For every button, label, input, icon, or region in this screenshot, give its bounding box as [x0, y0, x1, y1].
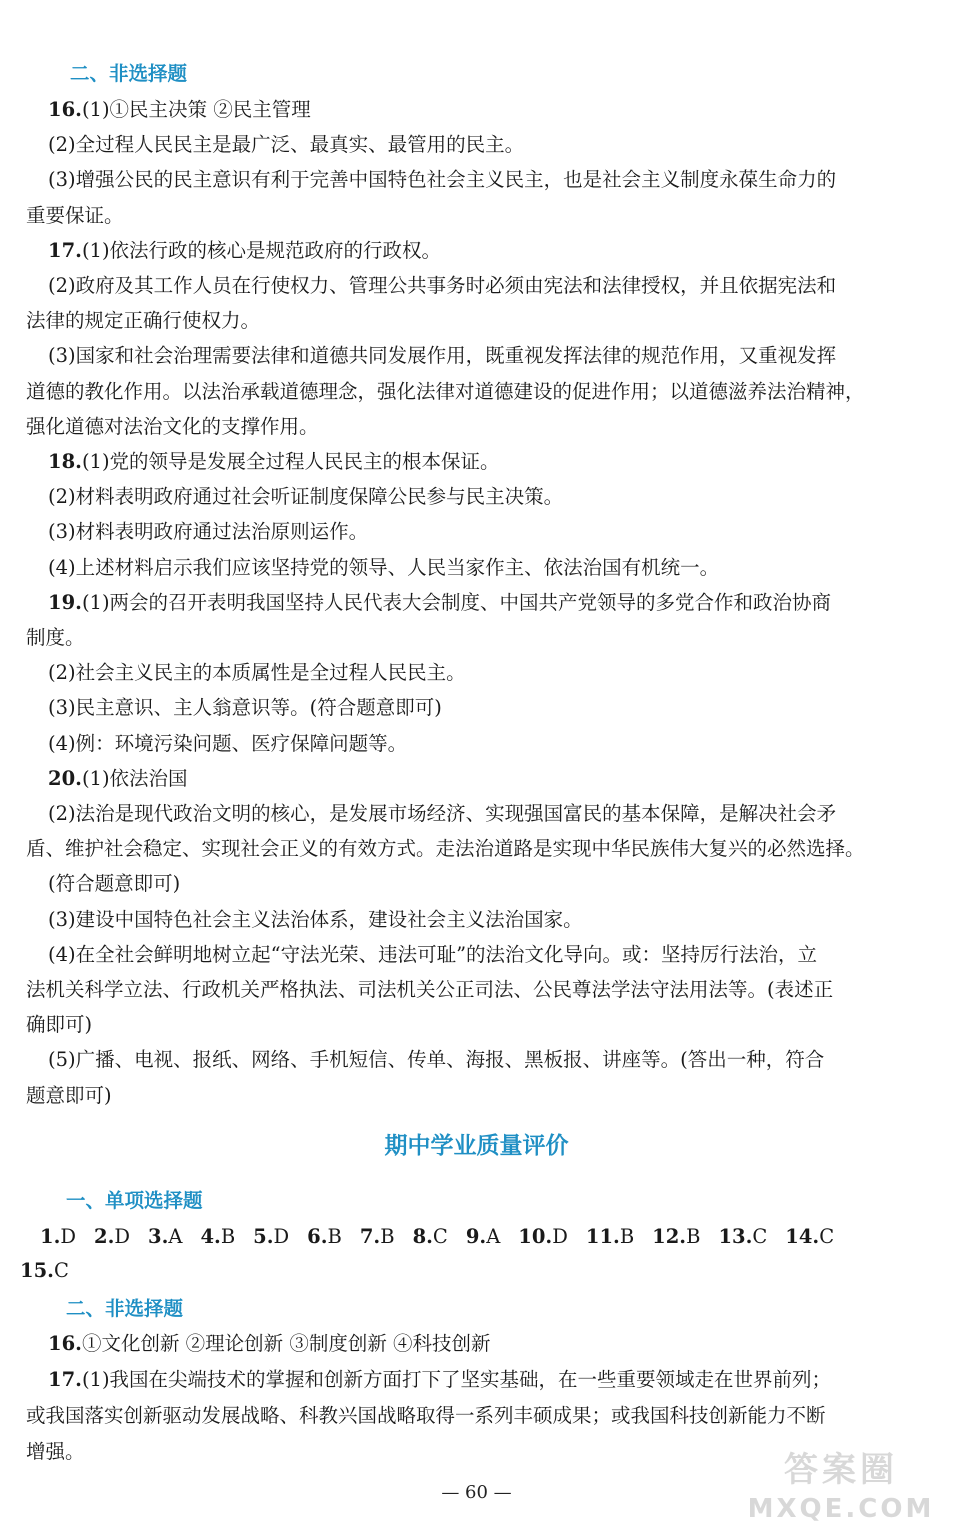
section-heading-non-choice: 二、非选择题: [70, 62, 188, 85]
choice-letter: B: [220, 1225, 236, 1248]
answer-text: 道德的教化作用。以法治承载道德理念，强化法律对道德建设的促进作用；以道德滋养法治精神，: [26, 379, 865, 403]
section-heading-single-choice: 一、单项选择题: [66, 1189, 203, 1212]
text-line: [48, 93, 953, 127]
text-line: [48, 727, 953, 761]
text-line: [48, 762, 953, 796]
text-line: [48, 551, 953, 585]
text-line: [48, 656, 953, 690]
text-line: [48, 128, 953, 162]
choice-answer: [518, 1220, 568, 1254]
question-number: 18.: [48, 450, 82, 473]
choice-answer: [413, 1220, 448, 1254]
text-line: [26, 621, 953, 655]
page-title: 期中学业质量评价: [384, 1133, 569, 1159]
choice-number: 15.: [20, 1259, 54, 1282]
choice-answer: [20, 1254, 69, 1288]
choice-number: 11.: [585, 1225, 620, 1248]
answer-text: (1)我国在尖端技术的掌握和创新方面打下了坚实基础，在一些重要领域走在世界前列；: [81, 1368, 832, 1391]
choice-answer: [586, 1220, 634, 1254]
choice-number: 13.: [718, 1225, 753, 1248]
choice-number: 8.: [412, 1225, 433, 1248]
choice-letter: D: [60, 1225, 76, 1248]
answer-text: 增强。: [26, 1440, 85, 1463]
question-number: 17.: [48, 1368, 82, 1391]
choice-number: 1.: [40, 1225, 61, 1248]
answer-text: 强化道德对法治文化的支撑作用。: [26, 414, 319, 438]
answer-text: (4)例：环境污染问题、医疗保障问题等。: [48, 731, 408, 755]
text-line: [48, 445, 953, 479]
choice-answer: [253, 1220, 289, 1254]
text-line: [48, 867, 953, 901]
text-line: [48, 1327, 953, 1361]
watermark-line1: 答案圈: [784, 1450, 898, 1490]
answer-text: (3)民主意识、主人翁意识等。(符合题意即可): [48, 696, 442, 720]
text-line: [48, 234, 953, 268]
choice-answer: [307, 1220, 342, 1254]
choice-letter: C: [752, 1225, 768, 1248]
text-line: [48, 163, 953, 197]
text-line: [48, 903, 953, 937]
text-line: [48, 797, 953, 831]
text-line: [48, 586, 953, 620]
text-line: [26, 375, 953, 409]
choice-number: 5.: [253, 1225, 274, 1248]
answer-text: (3)增强公民的民主意识有利于完善中国特色社会主义民主，也是社会主义制度永葆生命力的: [48, 168, 837, 192]
question-number: 16.: [48, 1332, 82, 1355]
text-line: [26, 199, 953, 233]
text-line: [26, 410, 953, 444]
watermark-line2: MXQE.COM: [747, 1494, 935, 1524]
choice-letter: D: [552, 1225, 568, 1248]
choice-number: 3.: [148, 1225, 169, 1248]
choice-letter: B: [380, 1225, 395, 1248]
answer-text: (2)法治是现代政治文明的核心，是发展市场经济、实现强国富民的基本保障，是解决社会矛: [48, 802, 837, 825]
choice-number: 12.: [652, 1225, 687, 1248]
choice-number: 9.: [465, 1225, 487, 1248]
choice-letter: B: [619, 1225, 635, 1248]
text-line: [48, 1363, 953, 1397]
answer-text: 盾、维护社会稳定、实现社会正义的有效方式。走法治道路是实现中华民族伟大复兴的必然选择。: [26, 837, 865, 861]
choice-answer: [94, 1220, 130, 1254]
answer-text: 制度。: [26, 626, 85, 649]
answer-text: (1)依法治国: [81, 766, 188, 790]
text-line: [48, 480, 953, 514]
answer-text: (3)材料表明政府通过法治原则运作。: [48, 520, 369, 544]
choice-answer: [148, 1220, 182, 1254]
answer-text: 重要保证。: [26, 203, 124, 227]
choice-letter: A: [168, 1225, 183, 1248]
text-line: [48, 515, 953, 549]
choice-number: 14.: [785, 1225, 820, 1248]
text-line: [26, 1079, 953, 1113]
choice-answer: [652, 1220, 700, 1254]
answer-text: (1)①民主决策 ②民主管理: [81, 98, 311, 121]
text-line: [48, 691, 953, 725]
answer-text: (符合题意即可): [48, 872, 181, 896]
answer-text: (1)两会的召开表明我国坚持人民代表大会制度、中国共产党领导的多党合作和政治协商: [81, 590, 832, 614]
text-line: [26, 832, 953, 866]
text-line: [48, 339, 953, 373]
answer-list: [20, 1220, 940, 1288]
question-number: 19.: [48, 590, 82, 614]
choice-answer: [360, 1220, 395, 1254]
answer-text: 题意即可): [26, 1083, 112, 1107]
answer-text: (4)上述材料启示我们应该坚持党的领导、人民当家作主、依法治国有机统一。: [48, 555, 720, 579]
answer-text: 确即可): [26, 1013, 93, 1037]
choice-answer: [200, 1220, 235, 1254]
page-number: — 60 —: [441, 1482, 512, 1503]
answer-text: (2)全过程人民民主是最广泛、最真实、最管用的民主。: [48, 133, 525, 157]
choice-number: 2.: [94, 1225, 115, 1248]
text-line: [26, 1399, 953, 1433]
answer-text: (1)依法行政的核心是规范政府的行政权。: [81, 238, 442, 262]
section-heading-non-choice-2: 二、非选择题: [66, 1297, 184, 1320]
question-number: 17.: [48, 238, 82, 262]
answer-text: 或我国落实创新驱动发展战略、科教兴国战略取得一系列丰硕成果；或我国科技创新能力不断: [26, 1404, 826, 1427]
choice-letter: C: [53, 1259, 69, 1282]
text-line: [26, 1008, 953, 1042]
answer-text: 法机关科学立法、行政机关严格执法、司法机关公正司法、公民尊法学法守法用法等。(表述正: [26, 978, 834, 1001]
answer-text: (2)政府及其工作人员在行使权力、管理公共事务时必须由宪法和法律授权，并且依据宪法和: [48, 274, 837, 297]
answer-text: (3)国家和社会治理需要法律和道德共同发展作用，既重视发挥法律的规范作用，又重视发挥: [48, 344, 837, 368]
choice-number: 10.: [518, 1225, 553, 1248]
choice-letter: C: [819, 1225, 835, 1248]
choice-answer: [718, 1220, 767, 1254]
choice-number: 6.: [307, 1225, 328, 1248]
choice-letter: D: [273, 1225, 290, 1248]
question-number: 16.: [48, 98, 82, 121]
text-line: [48, 938, 953, 972]
text-line: [26, 304, 953, 338]
answer-text: (4)在全社会鲜明地树立起“守法光荣、违法可耻”的法治文化导向。或：坚持厉行法治，立: [48, 942, 818, 966]
answer-text: (1)党的领导是发展全过程人民民主的根本保证。: [81, 450, 500, 473]
choice-number: 7.: [359, 1225, 381, 1248]
choice-answer: [466, 1220, 500, 1254]
text-line: [48, 269, 953, 303]
choice-answer: [40, 1220, 76, 1254]
answer-text: ①文化创新 ②理论创新 ③制度创新 ④科技创新: [81, 1332, 491, 1355]
choice-letter: B: [686, 1225, 701, 1248]
watermark-logo: [741, 1448, 941, 1534]
question-number: 20.: [48, 766, 82, 790]
answer-text: (2)社会主义民主的本质属性是全过程人民民主。: [48, 661, 466, 685]
text-line: [26, 973, 953, 1007]
text-line: [48, 1043, 953, 1077]
choice-answer: [785, 1220, 834, 1254]
choice-letter: C: [432, 1225, 448, 1248]
choice-letter: D: [114, 1225, 130, 1248]
answer-text: (2)材料表明政府通过社会听证制度保障公民参与民主决策。: [48, 485, 564, 509]
answer-text: 法律的规定正确行使权力。: [26, 309, 261, 333]
answer-text: (3)建设中国特色社会主义法治体系，建设社会主义法治国家。: [48, 907, 583, 931]
choice-number: 4.: [200, 1225, 221, 1248]
choice-letter: A: [486, 1225, 501, 1248]
choice-letter: B: [327, 1225, 342, 1248]
answer-text: (5)广播、电视、报纸、网络、手机短信、传单、海报、黑板报、讲座等。(答出一种，符合: [48, 1048, 825, 1072]
